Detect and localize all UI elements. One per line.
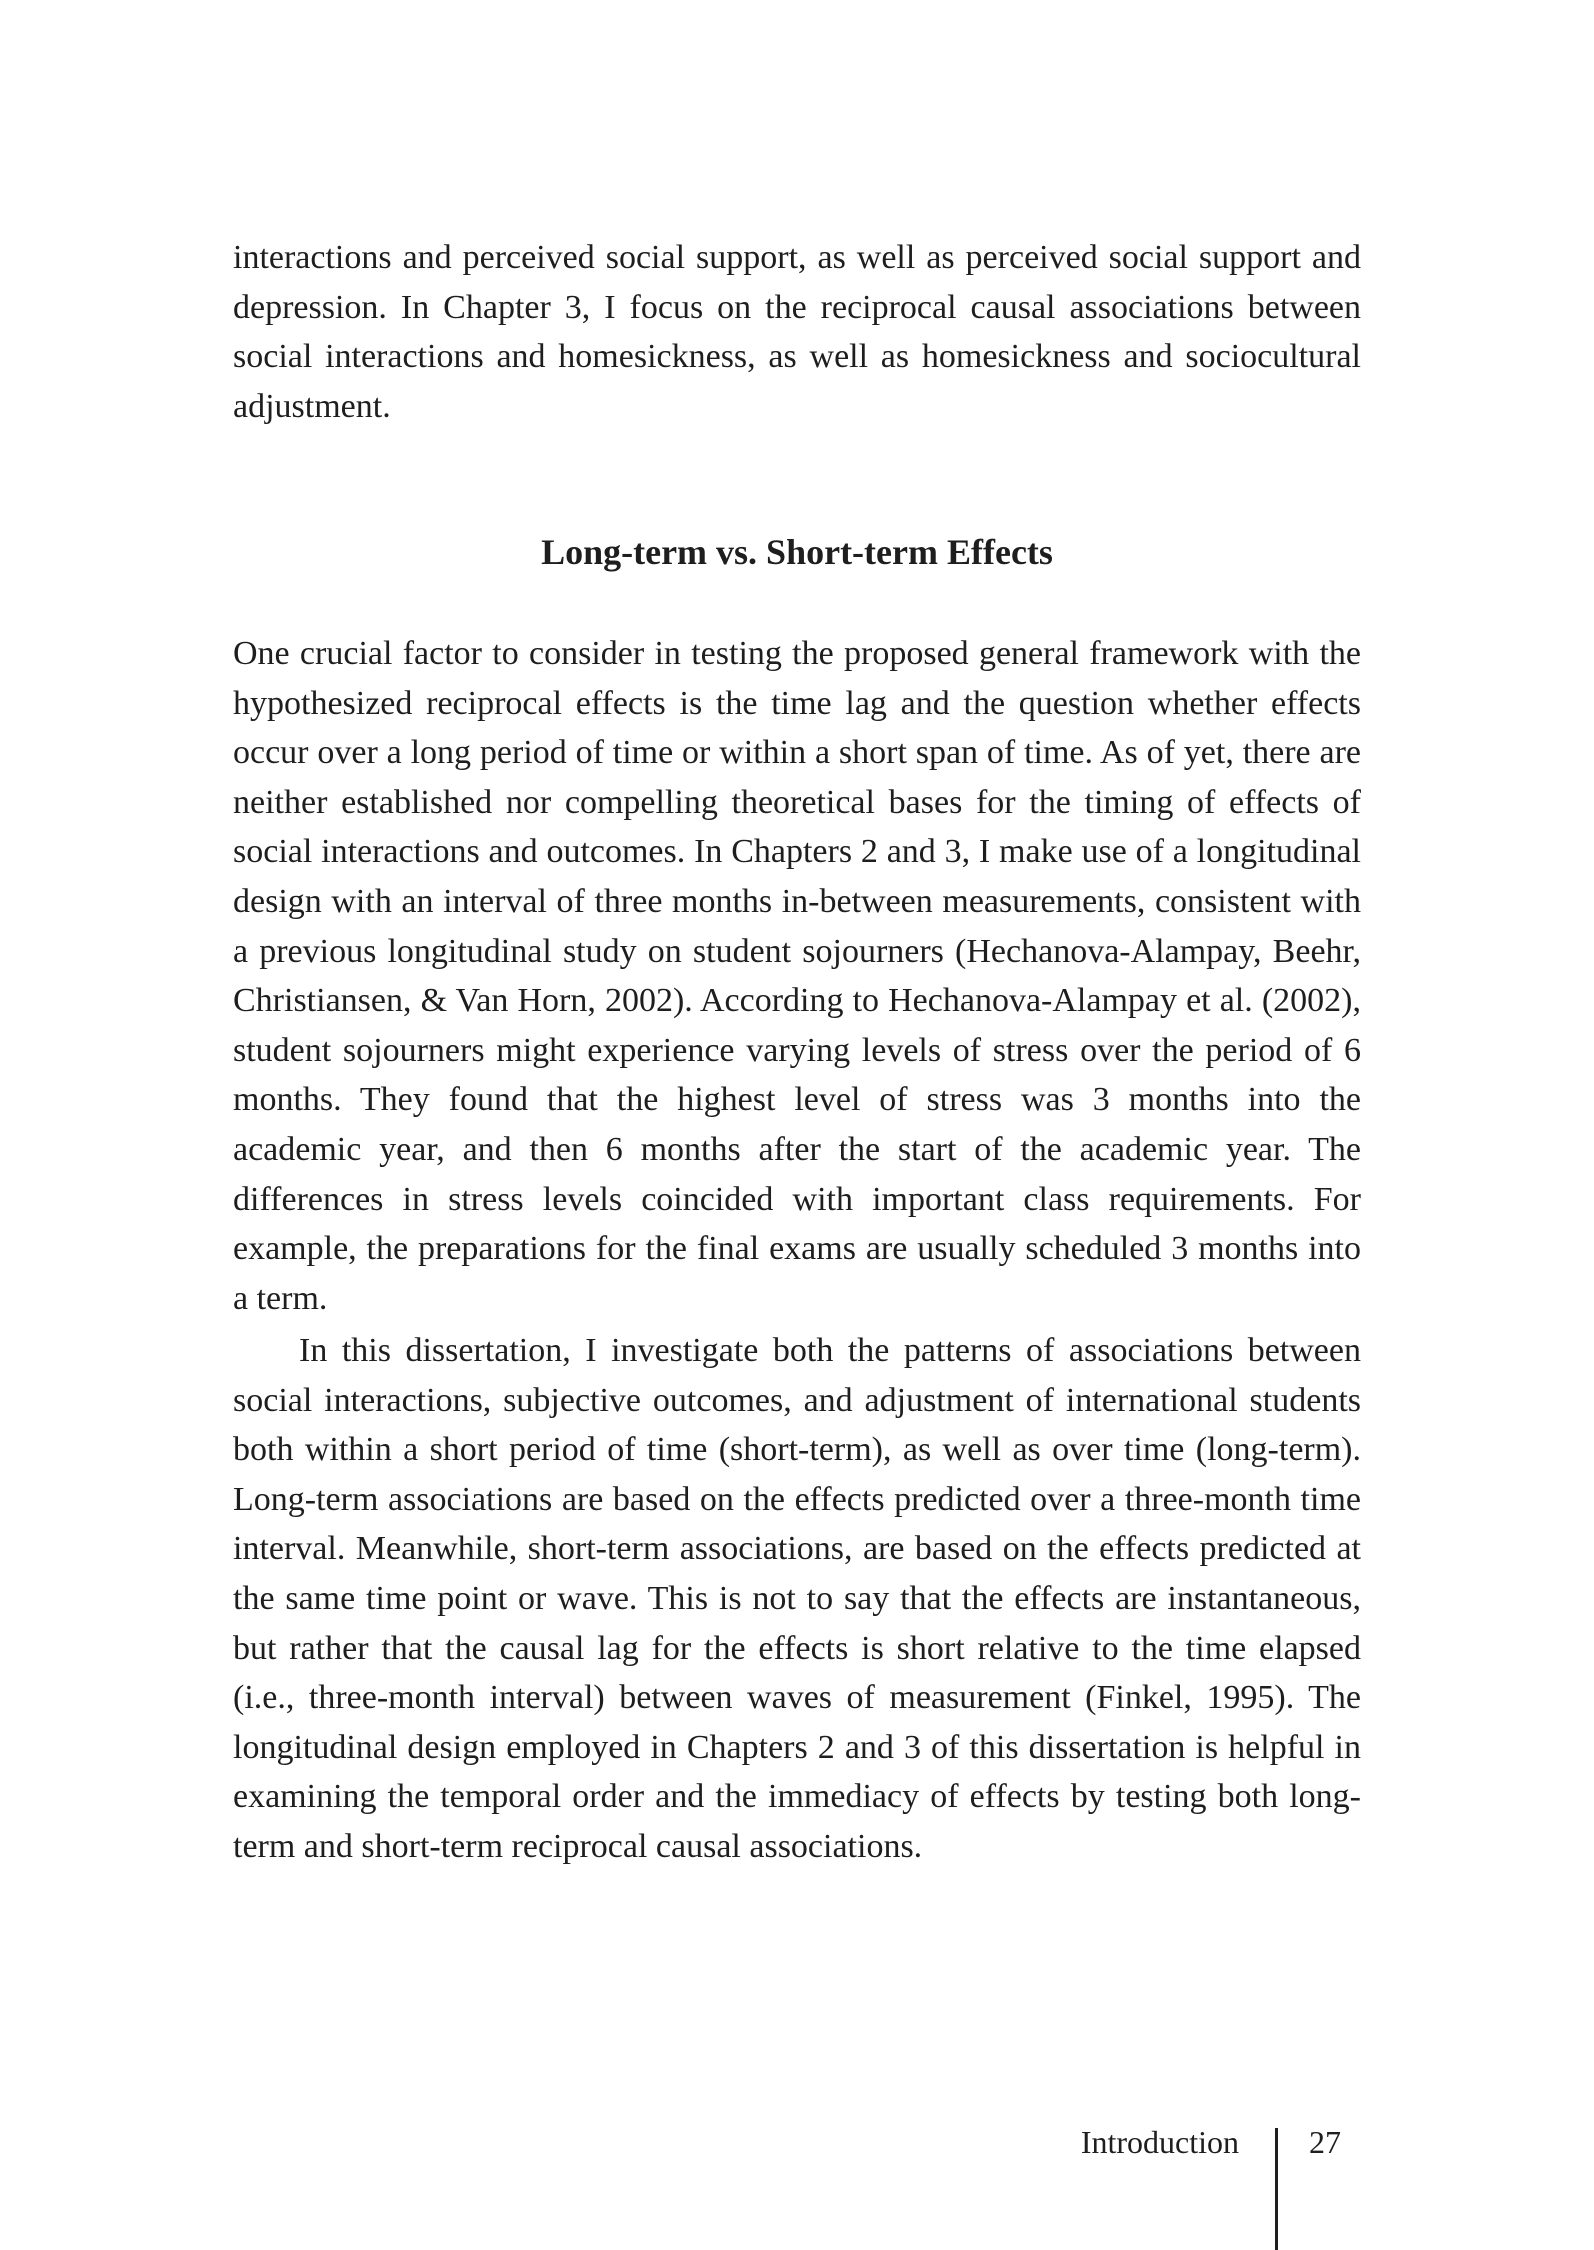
paragraph-continuation: interactions and perceived social support, as well as perceived social support and depression. In Chapter 3, I focus on the reciprocal causal associations between social interactions and homesickness, as well as homesickness and sociocultural adjustment. bbox=[233, 239, 1361, 425]
page-number: 27 bbox=[1309, 2124, 1341, 2160]
paragraph-dissertation-design: In this dissertation, I investigate both the patterns of associations between social interactions, subjective outcomes, and adjustment of international students both within a short period of time (short-term), as well as over time (long-term). Long-term associations are based on the effects predicted over a three-month time interval. Meanwhile, short-term associations, are based on the effects predicted at the same time point or wave. This is not to say that the effects are instantaneous, but rather that the causal lag for the effects is short relative to the time elapsed (i.e., three-month interval) between waves of measurement (Finkel, 1995). The longitudinal design employed in Chapters 2 and 3 of this dissertation is helpful in examining the temporal order and the immediacy of effects by testing both long-term and short-term reciprocal causal associations. bbox=[233, 1332, 1361, 1865]
paragraph-time-lag: One crucial factor to consider in testing the proposed general framework with the hypothesized reciprocal effects is the time lag and the question whether effects occur over a long period of time or within a short span of time. As of yet, there are neither established nor compelling theoretical bases for the timing of effects of social interactions and outcomes. In Chapters 2 and 3, I make use of a longitudinal design with an interval of three months in-between measurements, consistent with a previous longitudinal study on student sojourners (Hechanova-Alampay, Beehr, Christiansen, & Van Horn, 2002). According to Hechanova-Alampay et al. (2002), student sojourners might experience varying levels of stress over the period of 6 months. They found that the highest level of stress was 3 months into the academic year, and then 6 months after the start of the academic year. The differences in stress levels coincided with important class requirements. For example, the preparations for the final exams are usually scheduled 3 months into a term. bbox=[233, 635, 1361, 1317]
section-heading: Long-term vs. Short-term Effects bbox=[541, 532, 1053, 572]
footer-running-title: Introduction bbox=[1080, 2124, 1239, 2160]
footer-divider bbox=[1275, 2128, 1278, 2250]
